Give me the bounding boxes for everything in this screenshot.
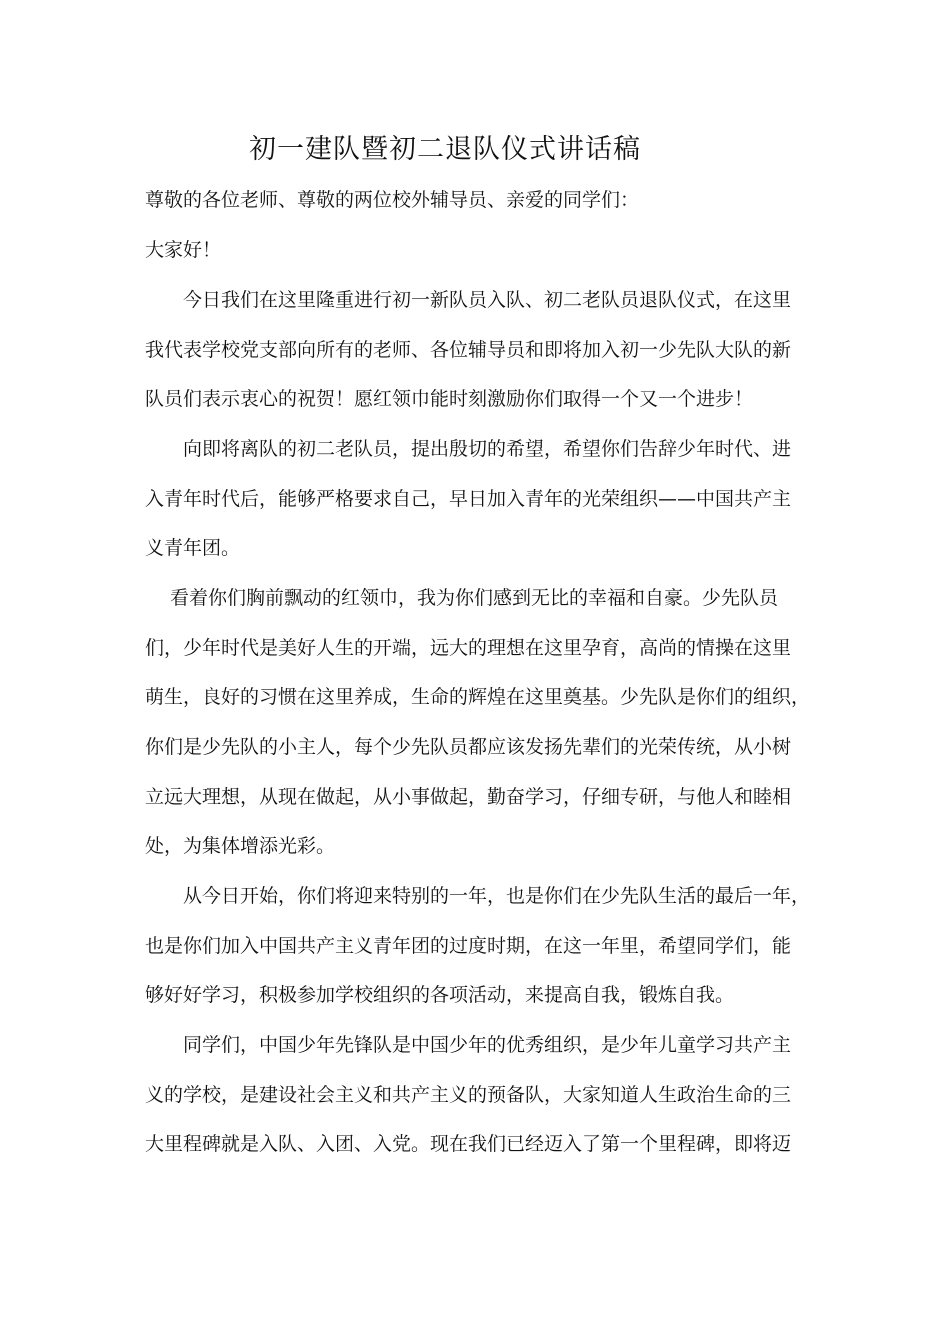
paragraph-line: 也是你们加入中国共产主义青年团的过度时期，在这一年里，希望同学们，能 (145, 935, 792, 957)
paragraph-line: 向即将离队的初二老队员，提出殷切的希望，希望你们告辞少年时代、进 (145, 438, 792, 460)
greeting: 大家好！ (145, 239, 222, 261)
paragraph-line: 够好好学习，积极参加学校组织的各项活动，来提高自我，锻炼自我。 (145, 984, 735, 1006)
paragraph-line: 处，为集体增添光彩。 (145, 835, 336, 857)
paragraph-line: 你们是少先队的小主人，每个少先队员都应该发扬先辈们的光荣传统，从小树 (145, 736, 792, 758)
paragraph-line: 队员们表示衷心的祝贺！愿红领巾能时刻激励你们取得一个又一个进步！ (145, 388, 754, 410)
paragraph-line: 义的学校，是建设社会主义和共产主义的预备队，大家知道人生政治生命的三 (145, 1084, 792, 1106)
paragraph-line: 从今日开始，你们将迎来特别的一年，也是你们在少先队生活的最后一年， (145, 885, 810, 907)
paragraph-line: 入青年时代后，能够严格要求自己，早日加入青年的光荣组织——中国共产主 (145, 488, 792, 510)
paragraph-line: 看着你们胸前飘动的红领巾，我为你们感到无比的幸福和自豪。少先队员 (145, 587, 779, 609)
page-title: 初一建队暨初二退队仪式讲话稿 (249, 134, 641, 165)
paragraph-line: 们，少年时代是美好人生的开端，远大的理想在这里孕育，高尚的情操在这里 (145, 637, 792, 659)
paragraph-line: 我代表学校党支部向所有的老师、各位辅导员和即将加入初一少先队大队的新 (145, 339, 792, 361)
paragraph-line: 今日我们在这里隆重进行初一新队员入队、初二老队员退队仪式，在这里 (145, 289, 792, 311)
paragraph-line: 萌生，良好的习惯在这里养成，生命的辉煌在这里奠基。少先队是你们的组织， (145, 686, 810, 708)
paragraph-line: 同学们，中国少年先锋队是中国少年的优秀组织，是少年儿童学习共产主 (145, 1034, 792, 1056)
paragraph-line: 义青年团。 (145, 537, 241, 559)
paragraph-line: 大里程碑就是入队、入团、入党。现在我们已经迈入了第一个里程碑，即将迈 (145, 1133, 792, 1155)
paragraph-line: 立远大理想，从现在做起，从小事做起，勤奋学习，仔细专研，与他人和睦相 (145, 786, 792, 808)
salutation: 尊敬的各位老师、尊敬的两位校外辅导员、亲爱的同学们： (145, 189, 640, 211)
